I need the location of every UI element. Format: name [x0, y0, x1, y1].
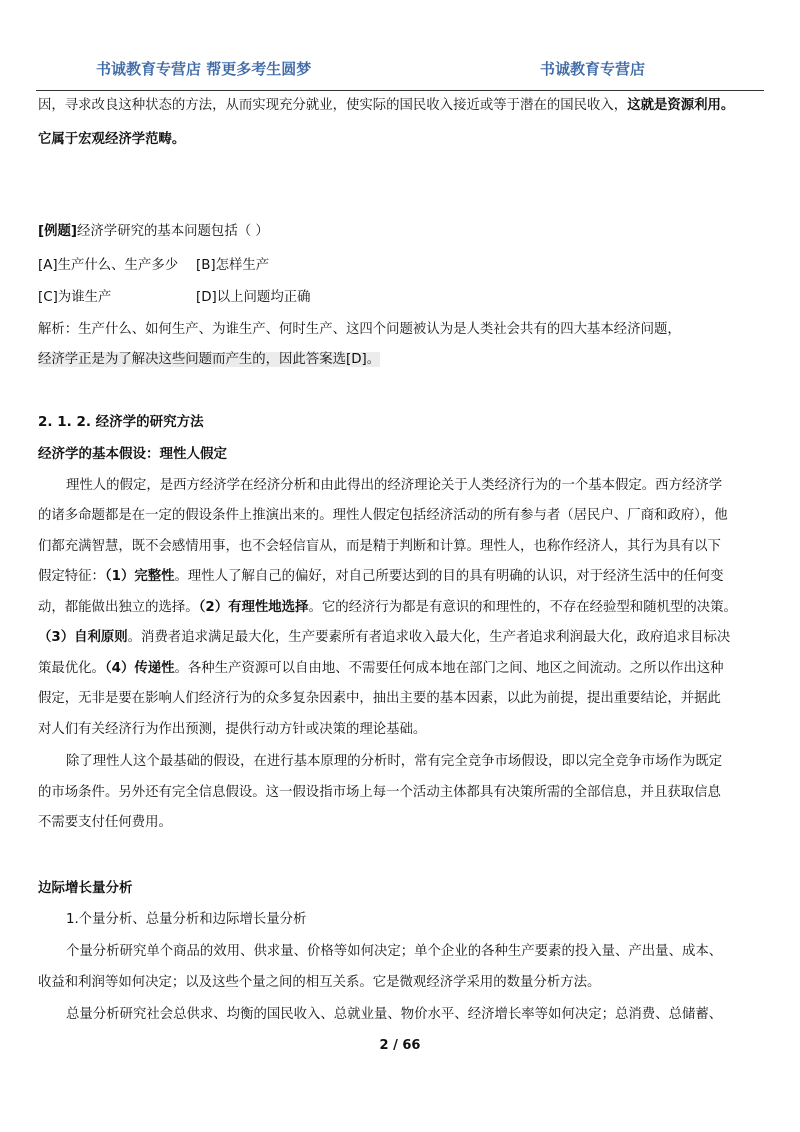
intro-text: 因，寻求改良这种状态的方法，从而实现充分就业，使实际的国民收入接近或等于潜在的国民收入，	[38, 98, 628, 113]
para2-line-3: 不需要支付任何费用。	[38, 815, 172, 830]
para1-line-9: 对人们有关经济行为作出预测，提供行动方针或决策的理论基础。	[38, 722, 427, 737]
intro-line-1	[38, 96, 734, 116]
header-right-title: 书诚教育专营店	[540, 60, 646, 78]
option-d: [D]以上问题均正确	[196, 290, 311, 305]
intro-line-2: 它属于宏观经济学范畴。	[38, 132, 186, 147]
option-b: [B]怎样生产	[196, 258, 270, 273]
marginal-para1-line-1: 个量分析研究单个商品的效用、供求量、价格等如何决定；单个企业的各种生产要素的投入量、产出量、成本、	[66, 944, 723, 959]
analysis-line-2	[38, 350, 380, 370]
text: 策最优化。	[38, 661, 105, 676]
marginal-title: 边际增长量分析	[38, 880, 133, 896]
section-title: 2. 1. 2. 经济学的研究方法	[38, 414, 204, 430]
para1-line-6	[38, 628, 730, 648]
analysis-line-1: 解析：生产什么、如何生产、为谁生产、何时生产、这四个问题被认为是人类社会共有的四大基本经济问题，	[38, 322, 681, 337]
bold-text: （2）有理性地选择	[198, 600, 309, 615]
bold-text: （1）完整性	[104, 569, 175, 584]
text: 。理性人了解自己的偏好，对自己所要达到的目的具有明确的认识，对于经济生活中的任何变	[174, 569, 724, 584]
text: 。各种生产资源可以自由地、不需要任何成本地在部门之间、地区之间流动。之所以作出这种	[174, 661, 724, 676]
marginal-item-1: 1.个量分析、总量分析和边际增长量分析	[66, 912, 307, 927]
text: 动，都能做出独立的选择。	[38, 600, 199, 615]
para1-line-8: 假定，无非是要在影响人们经济行为的众多复杂因素中，抽出主要的基本因素，以此为前提，提出重要结论，并据此	[38, 691, 721, 706]
analysis-highlight: 经济学正是为了解决这些问题而产生的，因此答案选[D]。	[38, 352, 381, 367]
para1-line-2: 的诸多命题都是在一定的假设条件上推演出来的。理性人假定包括经济活动的所有参与者（居民户、厂商和政府），他	[38, 508, 728, 523]
text: 。它的经济行为都是有意识的和理性的，不存在经验型和随机型的决策。	[308, 600, 737, 615]
marginal-para2-line-1: 总量分析研究社会总供求、均衡的国民收入、总就业量、物价水平、经济增长率等如何决定；总消费、总储蓄、	[66, 1007, 723, 1022]
text: 。消费者追求满足最大化，生产要素所有者追求收入最大化，生产者追求利润最大化，政府追求目标决	[127, 630, 731, 645]
para2-line-2: 的市场条件。另外还有完全信息假设。这一假设指市场上每一个活动主体都具有决策所需的全部信息，并且获取信息	[38, 785, 721, 800]
para1-line-3: 们都充满智慧，既不会感情用事，也不会轻信盲从，而是精于判断和计算。理性人，也称作经济人，其行为具有以下	[38, 539, 721, 554]
header-divider	[36, 90, 764, 91]
option-c: [C]为谁生产	[38, 290, 112, 305]
para1-line-7	[38, 659, 724, 679]
page-number: 2 / 66	[379, 1038, 421, 1053]
text: 假定特征：	[38, 569, 105, 584]
bold-text: （4）传递性	[104, 661, 175, 676]
example-question	[38, 222, 269, 242]
section-subtitle: 经济学的基本假设：理性人假定	[38, 446, 227, 462]
marginal-para1-line-2: 收益和利润等如何决定；以及这些个量之间的相互关系。它是微观经济学采用的数量分析方法。	[38, 975, 601, 990]
bold-text: （3）自利原则	[38, 630, 128, 645]
para1-line-5	[38, 598, 737, 618]
para2-line-1: 除了理性人这个最基础的假设，在进行基本原理的分析时，常有完全竞争市场假设，即以完全竞争市场作为既定	[66, 754, 723, 769]
example-tag: [例题]	[38, 224, 78, 239]
example-question-text: 经济学研究的基本问题包括（ ）	[77, 224, 269, 239]
para1-line-1: 理性人的假定，是西方经济学在经济分析和由此得出的经济理论关于人类经济行为的一个基本假定。西方经济学	[66, 478, 723, 493]
para1-line-4	[38, 567, 724, 587]
header-left-title: 书诚教育专营店 帮更多考生圆梦	[96, 60, 312, 78]
intro-bold-text: 这就是资源利用。	[627, 98, 735, 113]
option-a: [A]生产什么、生产多少	[38, 258, 179, 273]
